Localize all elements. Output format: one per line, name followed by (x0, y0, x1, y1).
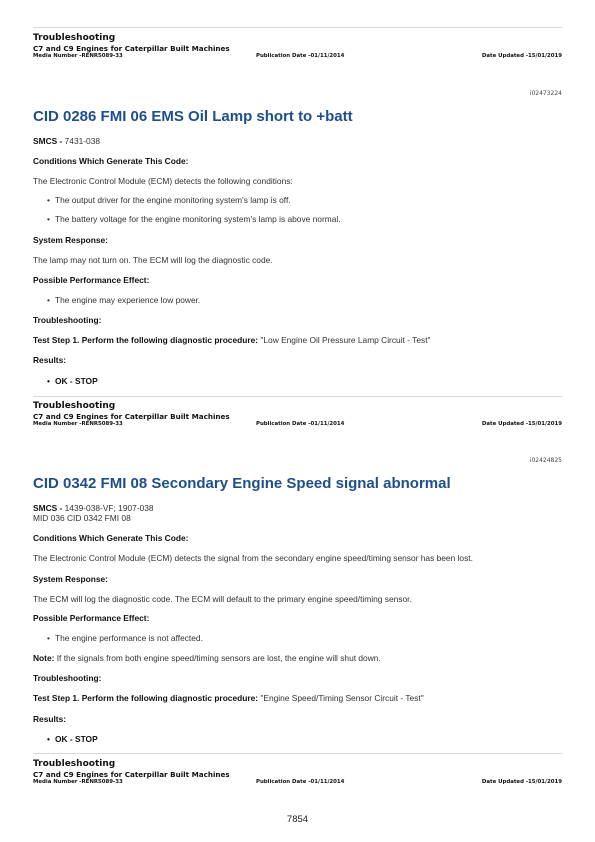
header-divider (33, 396, 562, 397)
page-number: 7854 (286, 814, 309, 825)
note-label: Note: (33, 653, 55, 663)
smcs-label: SMCS - (33, 136, 65, 146)
header-subtitle: C7 and C9 Engines for Caterpillar Built Machines (33, 770, 230, 779)
date-updated: Date Updated -15/01/2019 (481, 53, 562, 59)
header-title: Troubleshooting (33, 33, 116, 43)
list-item: • The engine performance is not affected. (47, 633, 203, 643)
document-id: i02473224 (529, 90, 562, 97)
conditions-intro: The Electronic Control Module (ECM) detects the following conditions: (33, 176, 293, 186)
result-item: • OK - STOP (47, 734, 98, 744)
header-subtitle: C7 and C9 Engines for Caterpillar Built Machines (33, 412, 230, 421)
system-response-heading: System Response: (33, 574, 108, 584)
list-item: • The battery voltage for the engine monitoring system's lamp is above normal. (47, 214, 341, 224)
date-updated: Date Updated -15/01/2019 (481, 779, 562, 785)
results-heading: Results: (33, 355, 67, 365)
section-title: CID 0342 FMI 08 Secondary Engine Speed signal abnormal (33, 475, 451, 492)
results-heading: Results: (33, 714, 67, 724)
smcs-code: 7431-038 (64, 136, 101, 146)
smcs-line (33, 136, 100, 146)
publication-date: Publication Date -01/11/2014 (256, 53, 345, 59)
note-text: If the signals from both engine speed/timing sensors are lost, the engine will shut down. (54, 653, 381, 663)
test-step-link[interactable]: "Low Engine Oil Pressure Lamp Circuit - Test" (258, 335, 431, 345)
performance-effect-heading: Possible Performance Effect: (33, 613, 150, 623)
header-title: Troubleshooting (33, 759, 116, 769)
test-step-label: Test Step 1. Perform the following diagnostic procedure: (33, 693, 259, 703)
troubleshooting-heading: Troubleshooting: (33, 673, 102, 683)
header-title: Troubleshooting (33, 401, 116, 411)
test-step-label: Test Step 1. Perform the following diagnostic procedure: (33, 335, 259, 345)
test-step (33, 693, 424, 703)
note (33, 653, 381, 663)
document-id: i02424825 (529, 457, 562, 464)
conditions-heading: Conditions Which Generate This Code: (33, 533, 189, 543)
test-step (33, 335, 431, 345)
media-number: Media Number -RENR5089-33 (33, 53, 123, 59)
document-header (33, 33, 562, 62)
date-updated: Date Updated -15/01/2019 (481, 421, 562, 427)
system-response-text: The lamp may not turn on. The ECM will log the diagnostic code. (33, 255, 273, 265)
conditions-heading: Conditions Which Generate This Code: (33, 156, 189, 166)
document-header (33, 759, 562, 788)
media-number: Media Number -RENR5089-33 (33, 779, 123, 785)
test-step-link[interactable]: "Engine Speed/Timing Sensor Circuit - Test" (258, 693, 424, 703)
publication-date: Publication Date -01/11/2014 (256, 779, 345, 785)
list-item: • The engine may experience low power. (47, 295, 200, 305)
document-header (33, 401, 562, 430)
media-number: Media Number -RENR5089-33 (33, 421, 123, 427)
list-item: • The output driver for the engine monitoring system's lamp is off. (47, 195, 291, 205)
mid-code: MID 036 CID 0342 FMI 08 (33, 513, 131, 523)
header-divider (33, 27, 562, 28)
smcs-code: 1439-038-VF; 1907-038 (64, 503, 154, 513)
result-item: • OK - STOP (47, 376, 98, 386)
troubleshooting-heading: Troubleshooting: (33, 315, 102, 325)
smcs-label: SMCS - (33, 503, 65, 513)
publication-date: Publication Date -01/11/2014 (256, 421, 345, 427)
system-response-heading: System Response: (33, 235, 108, 245)
conditions-intro: The Electronic Control Module (ECM) detects the signal from the secondary engine speed/timing sensor has been lost. (33, 553, 473, 563)
smcs-line (33, 503, 154, 513)
header-subtitle: C7 and C9 Engines for Caterpillar Built Machines (33, 44, 230, 53)
header-divider (33, 753, 562, 754)
section-title: CID 0286 FMI 06 EMS Oil Lamp short to +batt (33, 108, 353, 125)
system-response-text: The ECM will log the diagnostic code. The ECM will default to the primary engine speed/timing sensor. (33, 594, 412, 604)
performance-effect-heading: Possible Performance Effect: (33, 275, 150, 285)
